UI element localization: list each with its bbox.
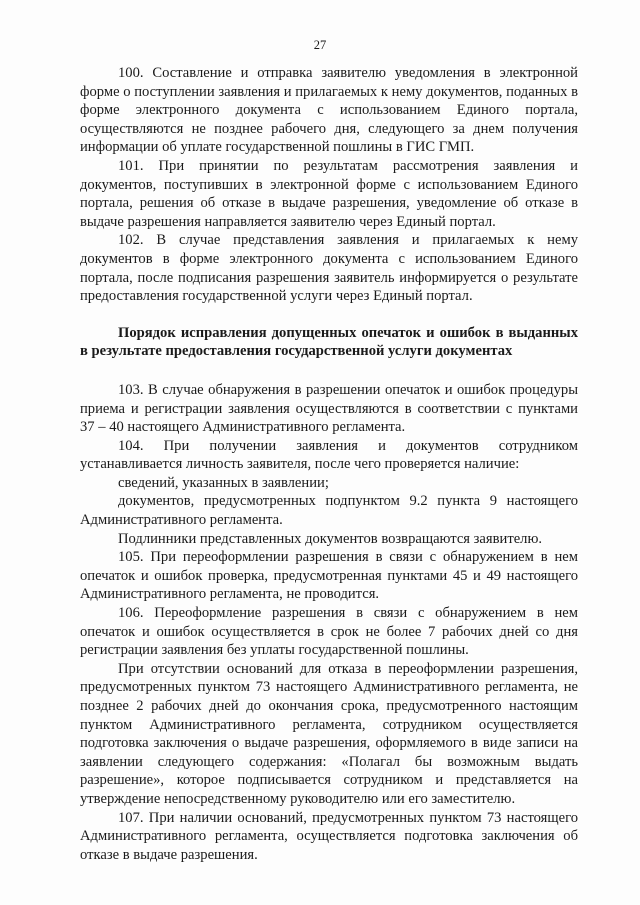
paragraph-104-item-2: документов, предусмотренных подпунктом 9.2 пункта 9 настоящего Административного регламента. — [80, 493, 578, 529]
paragraph-104: 104. При получении заявления и документов сотрудником устанавливается личность заявителя, после чего проверяется наличие: — [80, 437, 578, 473]
paragraph-104-originals: Подлинники представленных документов возвращаются заявителю. — [118, 530, 543, 547]
document-body — [80, 64, 578, 864]
paragraph-102: 102. В случае представления заявления и прилагаемых к нему документов в форме электронного документа с использованием Единого портала, после подписания разрешения заявитель информируется о результате предоставления государственной услуги через Единый портал. — [80, 232, 578, 305]
paragraph-106: 106. Переоформление разрешения в связи с обнаружением в нем опечаток и ошибок осуществляется в срок не более 7 рабочих дней со дня регистрации заявления без уплаты государственной пошлины. — [80, 605, 578, 659]
page-number: 27 — [313, 38, 327, 52]
paragraph-103: 103. В случае обнаружения в разрешении опечаток и ошибок процедуры приема и регистрации заявления осуществляются в соответствии с пунктами 37 – 40 настоящего Административного регламента. — [80, 381, 578, 436]
paragraph-104-item-1: сведений, указанных в заявлении; — [118, 474, 329, 491]
paragraph-105: 105. При переоформлении разрешения в связи с обнаружением в нем опечаток и ошибок проверка, предусмотренная пунктами 45 и 49 настоящего Административного регламента, не проводится. — [80, 549, 578, 603]
paragraph-100: 100. Составление и отправка заявителю уведомления в электронной форме о поступлении заявления и прилагаемых к нему документов, поданных в форме электронного документа с использованием Единого портала, осуществляются не позднее рабочего дня, следующего за днем получения информации об уплате государственной пошлины в ГИС ГМП. — [80, 65, 578, 156]
section-heading: Порядок исправления допущенных опечаток и ошибок в выданных в результате предоставления государственной услуги документах — [80, 324, 578, 360]
paragraph-101: 101. При принятии по результатам рассмотрения заявления и документов, поступивших в электронной форме с использованием Единого портала, решения об отказе в выдаче разрешения, уведомление об отказе в выдаче разрешения направляется заявителю через Единый портал. — [80, 157, 578, 230]
paragraph-106-continuation: При отсутствии оснований для отказа в переоформлении разрешения, предусмотренных пунктом 73 настоящего Административного регламента, не позднее 2 рабочих дней до окончания срока, предусмотренного настоящим пунктом Административного регламента, сотрудником осуществляется подготовка заключения о выдаче разрешения, оформляемого в виде записи на заявлении следующего содержания: «Полагал бы возможным выдать разрешение», которое подписывается сотрудником и представляется на утверждение непосредственному руководителю или его заместителю. — [80, 660, 578, 807]
paragraph-107: 107. При наличии оснований, предусмотренных пунктом 73 настоящего Административного регламента, осуществляется подготовка заключения об отказе в выдаче разрешения. — [80, 809, 578, 863]
